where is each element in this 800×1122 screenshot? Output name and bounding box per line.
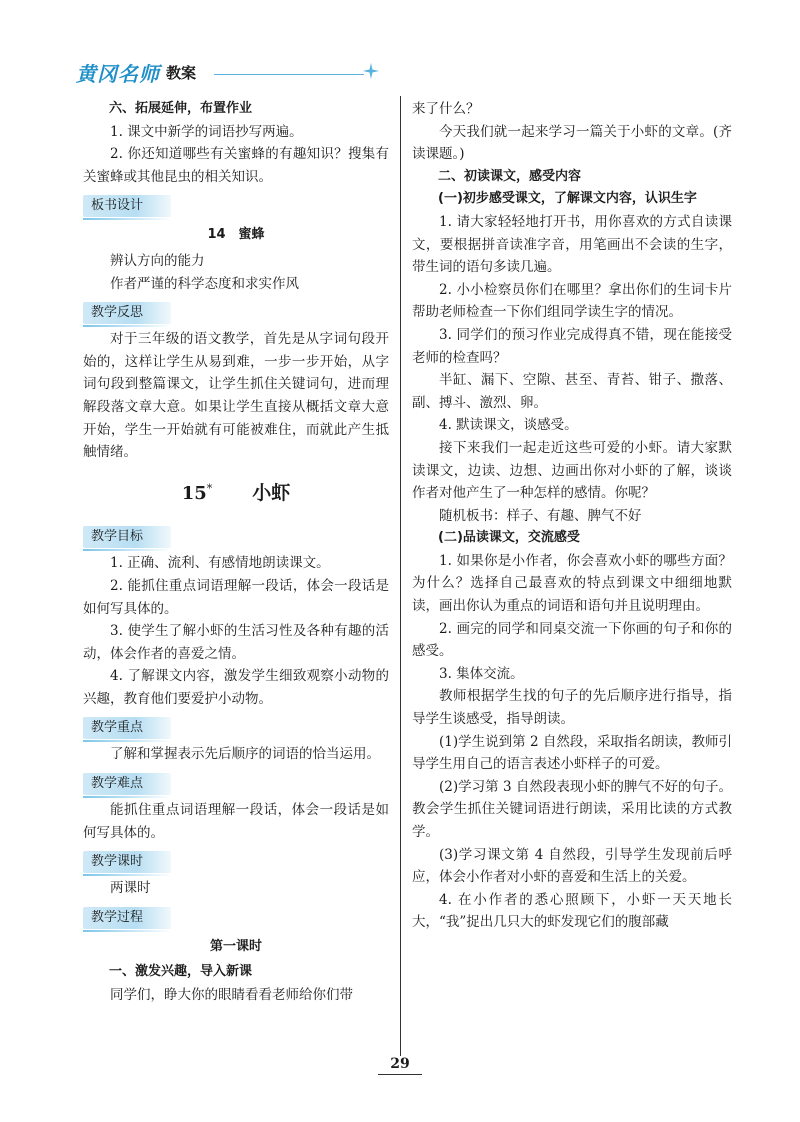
section-box-key: 教学重点 (83, 717, 171, 739)
paragraph: 3. 集体交流。 (439, 665, 524, 682)
paragraph: 2. 小小检察员你们在哪里？拿出你们的生词卡片帮助老师检查一下你们组同学读生字的情况。 (412, 281, 732, 321)
paragraph: (2)学习第 3 自然段表现小虾的脾气不好的句子。教会学生抓住关键词语进行朗读，采用比读的方式教学。 (412, 778, 732, 840)
paragraph: (1)学生说到第 2 自然段，采取指名朗读，教师引导学生用自己的语言表述小虾样子的可爱。 (412, 733, 732, 773)
lesson-name: 小虾 (252, 481, 291, 504)
paragraph: 1. 课文中新学的词语抄写两遍。 (110, 123, 303, 140)
board-note: 随机板书：样子、有趣、脾气不好 (439, 507, 642, 524)
list-item: 3. 使学生了解小虾的生活习性及各种有趣的活动，体会作者的喜爱之情。 (83, 623, 389, 662)
page-number-underline (378, 1074, 422, 1075)
paragraph: 1. 如果你是小作者，你会喜欢小虾的哪些方面？为什么？选择自己最喜欢的特点到课文中细细地默读，画出你认为重点的词语和语句并且说明理由。 (412, 552, 732, 615)
paragraph: 2. 画完的同学和同桌交流一下你画的句子和你的感受。 (412, 620, 732, 660)
paragraph: 2. 你还知道哪些有关蜜蜂的有趣知识？搜集有关蜜蜂或其他昆虫的相关知识。 (83, 146, 389, 185)
list-item: 4. 了解课文内容，激发学生细致观察小动物的兴趣，教育他们要爱护小动物。 (83, 668, 389, 707)
paragraph: 今天我们就一起来学习一篇关于小虾的文章。(齐读课题。) (412, 123, 732, 163)
paragraph: 4. 在小作者的悉心照顾下，小虾一天天地长大，“我”捉出几只大的虾发现它们的腹部藏 (412, 891, 732, 931)
period-title: 第一课时 (209, 938, 262, 954)
brand-subtitle: 教案 (166, 64, 197, 82)
paragraph: 同学们，睁大你的眼睛看看老师给你们带 (110, 987, 353, 1004)
section-title: 一、激发兴趣，导入新课 (109, 964, 253, 980)
paragraph: 4. 默读课文，谈感受。 (439, 417, 578, 434)
subsection-title: (一)初步感受课文，了解课文内容，认识生字 (438, 191, 697, 207)
board-title: 14 蜜蜂 (207, 227, 265, 243)
paragraph: 来了什么？ (412, 101, 480, 117)
paragraph: 1. 请大家轻轻地打开书，用你喜欢的方式自读课文，要根据拼音读准字音，用笔画出不会读的生字，带生词的语句多读几遍。 (412, 213, 732, 276)
right-column (412, 98, 732, 934)
section-title: 六、拓展延伸，布置作业 (109, 101, 253, 116)
section-box-board: 板书设计 (83, 195, 171, 217)
section-box-goals: 教学目标 (83, 526, 171, 548)
section-title: 二、初读课文，感受内容 (438, 168, 582, 184)
paragraph: 接下来我们一起走近这些可爱的小虾。请大家默读课文，边读、边想、边画出你对小虾的了解，谈谈作者对他产生了一种怎样的感情。你呢？ (412, 439, 732, 502)
star-icon (362, 62, 380, 80)
section-box-process: 教学过程 (83, 907, 171, 929)
lesson-mark: * (206, 481, 213, 495)
list-item: 1. 正确、流利、有感情地朗读课文。 (110, 555, 330, 572)
header-line (214, 74, 364, 75)
board-line: 辨认方向的能力 (110, 252, 205, 269)
page-header (76, 58, 336, 86)
subsection-title: (二)品读课文，交流感受 (438, 530, 580, 546)
lesson-title (83, 478, 389, 506)
page-number: 29 (390, 1056, 410, 1072)
paragraph: 3. 同学们的预习作业完成得真不错，现在能接受老师的检查吗？ (412, 326, 732, 366)
paragraph: 教师根据学生找的句子的先后顺序进行指导，指导学生谈感受，指导朗读。 (412, 688, 732, 728)
paragraph: 了解和掌握表示先后顺序的词语的恰当运用。 (110, 746, 380, 763)
section-box-hours: 教学课时 (83, 851, 171, 873)
paragraph: 能抓住重点词语理解一段话，体会一段话是如何写具体的。 (83, 802, 389, 841)
section-box-hard: 教学难点 (83, 773, 171, 795)
board-line: 作者严谨的科学态度和求实作风 (110, 275, 299, 292)
list-item: 2. 能抓住重点词语理解一段话，体会一段话是如何写具体的。 (83, 577, 389, 617)
vocab-list: 半缸、漏下、空隙、甚至、青苔、钳子、撒落、副、搏斗、激烈、卵。 (412, 372, 732, 411)
section-box-reflect: 教学反思 (83, 302, 171, 324)
paragraph: 对于三年级的语文教学，首先是从字词句段开始的，这样让学生从易到难，一步一步开始，从字词句段到整篇课文，让学生抓住关键词句，进而理解段落文章大意。如果让学生直接从概括文章大意开始，学生一开始就有可能被难住，而就此产生抵触情绪。 (83, 331, 389, 461)
paragraph: (3)学习课文第 4 自然段，引导学生发现前后呼应，体会小作者对小虾的喜爱和生活上的关爱。 (412, 846, 732, 886)
column-divider (400, 96, 401, 1056)
lesson-number: 15* (181, 481, 213, 504)
paragraph: 两课时 (110, 880, 151, 897)
left-column (83, 98, 389, 1007)
brand-logo: 黄冈名师 (76, 62, 160, 86)
